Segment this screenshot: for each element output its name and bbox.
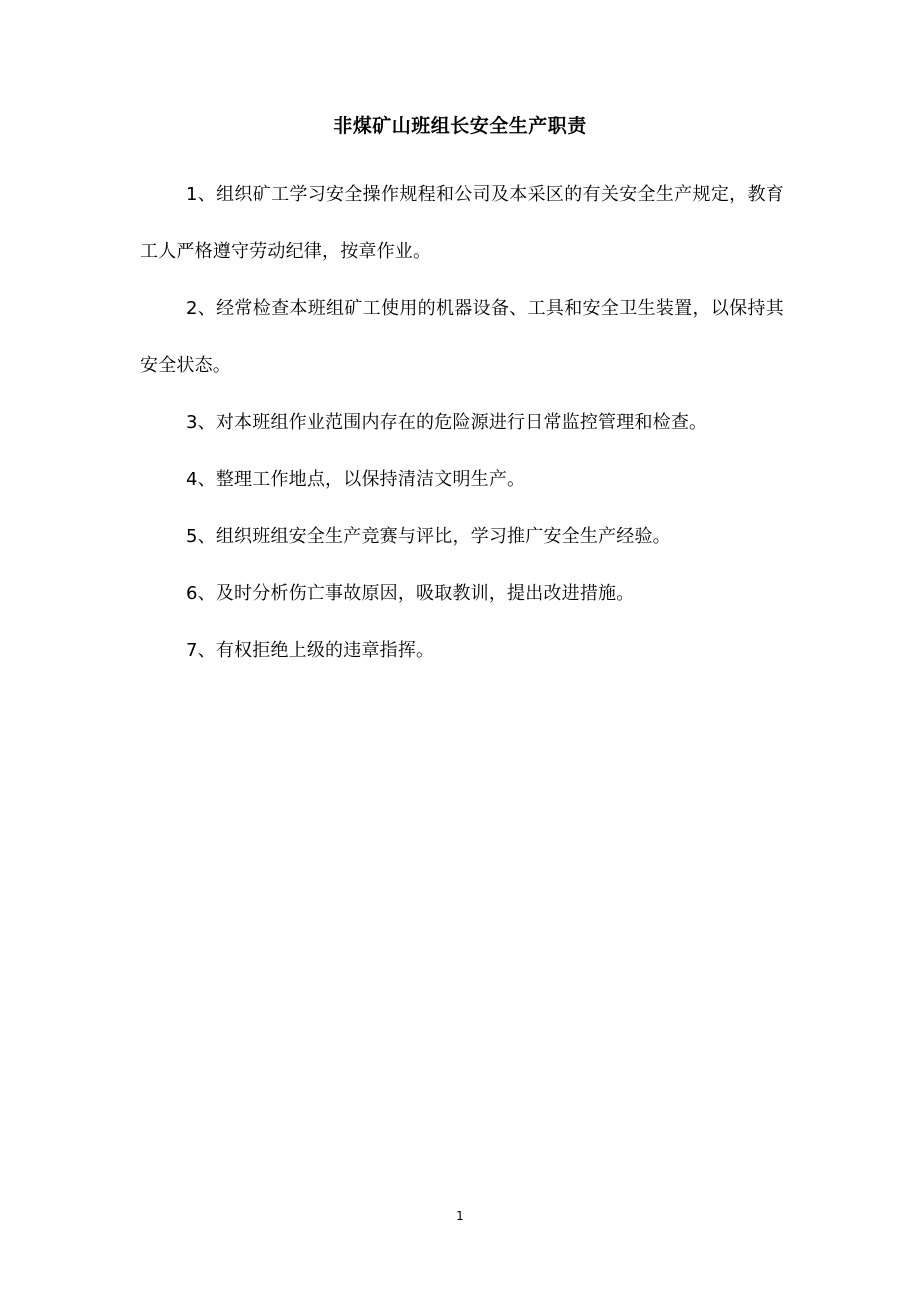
duty-item-6: 6、及时分析伤亡事故原因，吸取教训，提出改进措施。	[186, 583, 635, 604]
duty-item-1: 1、组织矿工学习安全操作规程和公司及本采区的有关安全生产规定，教育工人严格遵守劳动纪律，按章作业。	[140, 184, 784, 262]
duty-item-2: 2、经常检查本班组矿工使用的机器设备、工具和安全卫生装置，以保持其安全状态。	[140, 298, 784, 376]
duty-item-3: 3、对本班组作业范围内存在的危险源进行日常监控管理和检查。	[186, 412, 708, 433]
page-number: 1	[456, 1209, 464, 1223]
duty-item-7: 7、有权拒绝上级的违章指挥。	[186, 640, 435, 661]
document-body	[140, 166, 784, 679]
duty-item-5: 5、组织班组安全生产竞赛与评比，学习推广安全生产经验。	[186, 526, 671, 547]
document-title: 非煤矿山班组长安全生产职责	[333, 115, 587, 137]
duty-item-4: 4、整理工作地点，以保持清洁文明生产。	[186, 469, 526, 490]
